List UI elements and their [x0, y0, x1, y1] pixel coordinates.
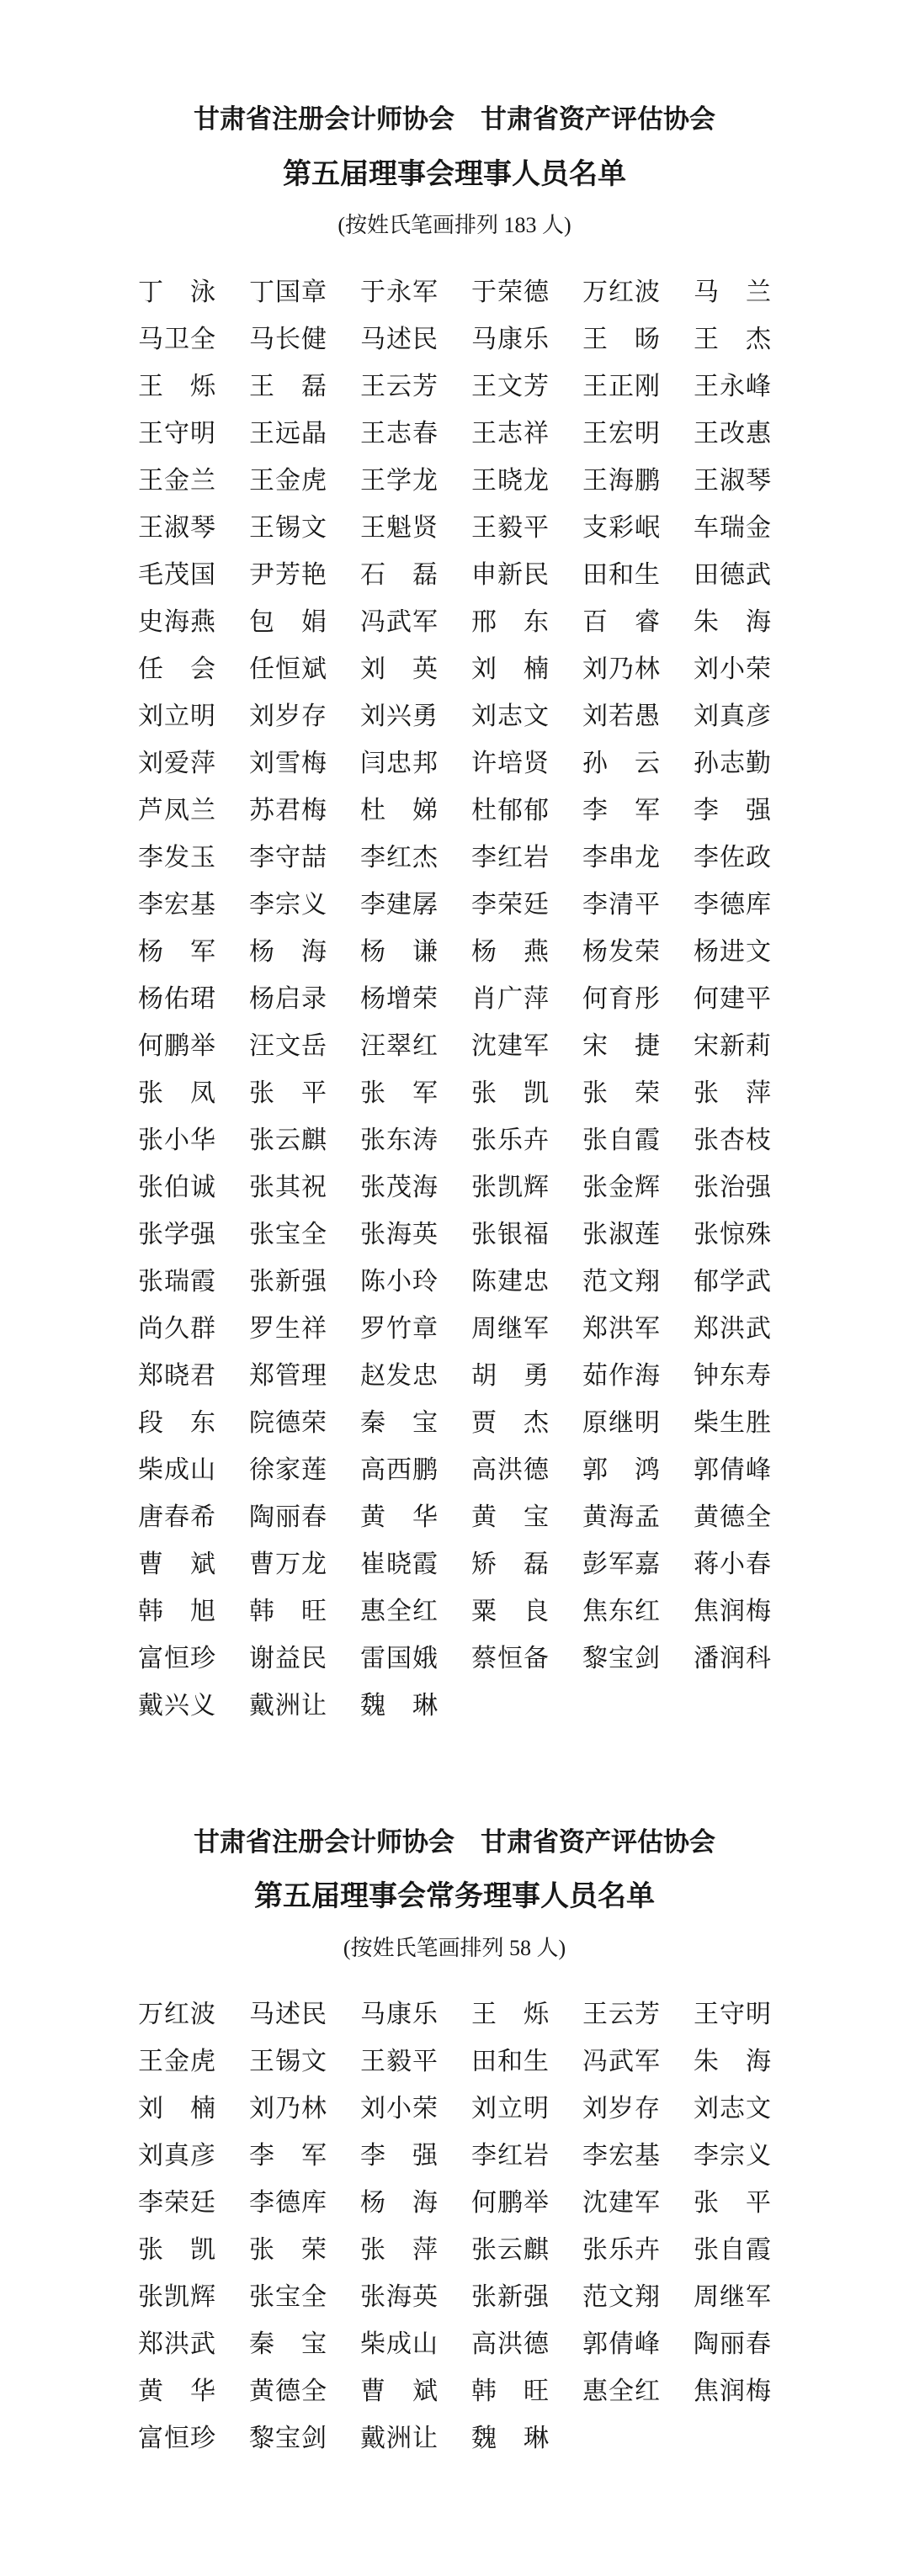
member-name: 黎宝剑	[249, 2425, 327, 2453]
member-name: 张小华	[138, 1126, 215, 1154]
member-name: 陶丽春	[249, 1503, 327, 1531]
member-name: 柴成山	[138, 1455, 215, 1484]
name-row	[138, 1023, 771, 1070]
member-name: 戴兴义	[138, 1691, 215, 1720]
member-name: 肖广萍	[471, 984, 549, 1013]
member-name: 田和生	[471, 2048, 549, 2076]
name-row	[138, 1447, 771, 1494]
member-name: 张杏枝	[694, 1126, 771, 1154]
member-name: 黄海孟	[582, 1503, 660, 1531]
member-name: 李荣廷	[138, 2189, 215, 2218]
member-name: 原继明	[582, 1408, 660, 1437]
member-name: 李德库	[249, 2189, 327, 2218]
member-name: 任恒斌	[249, 655, 327, 683]
member-name: 杨燕	[471, 937, 549, 966]
member-name: 李宗义	[694, 2142, 771, 2171]
member-name: 罗竹章	[360, 1314, 438, 1343]
name-row	[138, 2368, 771, 2415]
member-name: 刘乃林	[249, 2095, 327, 2123]
member-name: 王旸	[582, 325, 660, 353]
member-name: 周继军	[471, 1314, 549, 1343]
member-name: 刘小荣	[694, 655, 771, 683]
member-name: 王守明	[138, 419, 215, 448]
member-name: 王宏明	[582, 419, 660, 448]
member-name: 张宝全	[249, 2283, 327, 2312]
member-name: 马卫全	[138, 325, 215, 353]
name-row	[138, 1164, 771, 1211]
member-name: 富恒珍	[138, 1644, 215, 1672]
name-row	[138, 1991, 771, 2038]
member-name: 李守喆	[249, 843, 327, 872]
member-name: 张萍	[694, 1079, 771, 1107]
member-name: 王文芳	[471, 372, 549, 400]
member-name: 雷国娥	[360, 1644, 438, 1672]
member-name: 王烁	[138, 372, 215, 400]
member-name: 张茂海	[360, 1173, 438, 1201]
member-name: 谢益民	[249, 1644, 327, 1672]
member-name: 张乐卉	[471, 1126, 549, 1154]
member-name: 曹万龙	[249, 1550, 327, 1578]
member-name: 苏君梅	[249, 796, 327, 824]
name-row	[138, 1211, 771, 1259]
member-name: 韩旭	[138, 1597, 215, 1625]
member-name: 王金兰	[138, 466, 215, 495]
member-name: 张荣	[582, 1079, 660, 1107]
member-name: 孙志勤	[694, 749, 771, 777]
member-name: 朱海	[694, 2048, 771, 2076]
name-row	[138, 269, 771, 316]
member-name: 陈小玲	[360, 1267, 438, 1296]
member-name: 王学龙	[360, 466, 438, 495]
member-name: 沈建军	[471, 1031, 549, 1060]
name-row	[138, 2321, 771, 2368]
name-row	[138, 1306, 771, 1353]
member-name: 张凯辉	[471, 1173, 549, 1201]
member-name: 李建孱	[360, 890, 438, 919]
member-name: 王志祥	[471, 419, 549, 448]
member-name: 秦宝	[360, 1408, 438, 1437]
member-name: 矫磊	[471, 1550, 549, 1578]
member-name: 王金虎	[138, 2048, 215, 2076]
member-name: 郑洪军	[582, 1314, 660, 1343]
member-name: 刘楠	[138, 2095, 215, 2123]
member-name: 杨谦	[360, 937, 438, 966]
member-name: 王淑琴	[694, 466, 771, 495]
member-name: 万红波	[138, 2001, 215, 2029]
member-name: 李红岩	[471, 843, 549, 872]
section-directors-list	[138, 106, 771, 1730]
member-name: 闫忠邦	[360, 749, 438, 777]
member-name: 张凯	[471, 1079, 549, 1107]
member-name: 李宏基	[138, 890, 215, 919]
member-name: 王志春	[360, 419, 438, 448]
member-name: 田德武	[694, 560, 771, 589]
name-row	[138, 2274, 771, 2321]
member-name: 刘真彦	[138, 2142, 215, 2171]
member-name: 郑洪武	[138, 2330, 215, 2359]
member-name: 杨海	[360, 2189, 438, 2218]
member-name: 黄德全	[694, 1503, 771, 1531]
name-row	[138, 1683, 771, 1730]
member-name: 李宗义	[249, 890, 327, 919]
member-name: 曹斌	[138, 1550, 215, 1578]
member-name: 张凯辉	[138, 2283, 215, 2312]
member-name: 石磊	[360, 560, 438, 589]
member-name: 李军	[582, 796, 660, 824]
member-name: 蔡恒备	[471, 1644, 549, 1672]
member-name: 钟东寿	[694, 1361, 771, 1390]
member-name: 魏琳	[471, 2425, 549, 2453]
member-name: 焦润梅	[694, 1597, 771, 1625]
member-name: 沈建军	[582, 2189, 660, 2218]
member-name: 王杰	[694, 325, 771, 353]
name-row	[138, 2180, 771, 2227]
member-name: 王毅平	[471, 513, 549, 542]
name-row	[138, 2086, 771, 2133]
member-name: 刘小荣	[360, 2095, 438, 2123]
member-name: 尚久群	[138, 1314, 215, 1343]
member-name: 丁国章	[249, 278, 327, 306]
member-name: 彭军嘉	[582, 1550, 660, 1578]
member-name: 芦凤兰	[138, 796, 215, 824]
member-name: 郑洪武	[694, 1314, 771, 1343]
member-name: 焦润梅	[694, 2377, 771, 2406]
member-name: 马兰	[694, 278, 771, 306]
member-name: 蒋小春	[694, 1550, 771, 1578]
member-name: 张淑莲	[582, 1220, 660, 1248]
member-name: 张海英	[360, 2283, 438, 2312]
member-name: 李佐政	[694, 843, 771, 872]
member-name: 车瑞金	[694, 513, 771, 542]
member-name: 朱海	[694, 607, 771, 636]
member-name: 张乐卉	[582, 2236, 660, 2265]
member-name: 邢东	[471, 607, 549, 636]
name-row	[138, 316, 771, 363]
name-row	[138, 2133, 771, 2180]
member-name: 李串龙	[582, 843, 660, 872]
member-name: 杨启录	[249, 984, 327, 1013]
member-name: 王远晶	[249, 419, 327, 448]
executive-directors-list-title: 第五届理事会常务理事人员名单	[254, 1881, 655, 1913]
member-name: 郭倩峰	[582, 2330, 660, 2359]
member-name: 何育彤	[582, 984, 660, 1013]
member-name: 张自霞	[582, 1126, 660, 1154]
member-name: 汪文岳	[249, 1031, 327, 1060]
member-name: 高西鹏	[360, 1455, 438, 1484]
member-name: 黄宝	[471, 1503, 549, 1531]
member-name: 马康乐	[360, 2001, 438, 2029]
executive-directors-name-grid	[138, 1991, 771, 2462]
member-name: 刘兴勇	[360, 702, 438, 730]
member-name: 刘英	[360, 655, 438, 683]
directors-name-grid	[138, 269, 771, 1730]
name-row	[138, 646, 771, 693]
member-name: 王锡文	[249, 2048, 327, 2076]
member-name: 秦宝	[249, 2330, 327, 2359]
member-name: 罗生祥	[249, 1314, 327, 1343]
name-row	[138, 458, 771, 505]
name-row	[138, 1494, 771, 1541]
member-name: 杨军	[138, 937, 215, 966]
name-row	[138, 1259, 771, 1306]
member-name: 于永军	[360, 278, 438, 306]
member-name: 刘立明	[138, 702, 215, 730]
document-page	[138, 0, 771, 2462]
name-row	[138, 835, 771, 882]
member-name: 郑晓君	[138, 1361, 215, 1390]
member-name: 杨海	[249, 937, 327, 966]
member-name: 李强	[360, 2142, 438, 2171]
member-name: 宋捷	[582, 1031, 660, 1060]
member-name: 张新强	[249, 1267, 327, 1296]
member-name: 张学强	[138, 1220, 215, 1248]
member-name: 王守明	[694, 2001, 771, 2029]
member-name: 张其祝	[249, 1173, 327, 1201]
member-name: 刘志文	[471, 702, 549, 730]
member-name: 韩旺	[471, 2377, 549, 2406]
member-name: 张荣	[249, 2236, 327, 2265]
member-name: 赵发忠	[360, 1361, 438, 1390]
member-name: 何鹏举	[138, 1031, 215, 1060]
member-name: 张宝全	[249, 1220, 327, 1248]
member-name: 宋新莉	[694, 1031, 771, 1060]
member-name: 柴成山	[360, 2330, 438, 2359]
org-title: 甘肃省注册会计师协会 甘肃省资产评估协会	[194, 1826, 715, 1857]
name-row	[138, 740, 771, 787]
member-name: 孙云	[582, 749, 660, 777]
member-name: 刘乃林	[582, 655, 660, 683]
member-name: 范文翔	[582, 2283, 660, 2312]
member-name: 郑管理	[249, 1361, 327, 1390]
member-name: 张自霞	[694, 2236, 771, 2265]
member-name: 何鹏举	[471, 2189, 549, 2218]
name-row	[138, 1353, 771, 1400]
member-name: 张金辉	[582, 1173, 660, 1201]
member-name: 何建平	[694, 984, 771, 1013]
member-name: 马康乐	[471, 325, 549, 353]
member-name: 马述民	[360, 325, 438, 353]
member-name: 张东涛	[360, 1126, 438, 1154]
name-row	[138, 1635, 771, 1683]
member-name: 于荣德	[471, 278, 549, 306]
member-name: 丁泳	[138, 278, 215, 306]
member-name: 刘岁存	[582, 2095, 660, 2123]
member-name: 崔晓霞	[360, 1550, 438, 1578]
member-name: 李德库	[694, 890, 771, 919]
member-name: 李清平	[582, 890, 660, 919]
member-name: 李红杰	[360, 843, 438, 872]
member-name: 汪翠红	[360, 1031, 438, 1060]
member-name: 惠全红	[582, 2377, 660, 2406]
member-name: 张军	[360, 1079, 438, 1107]
member-name: 粟良	[471, 1597, 549, 1625]
member-name: 刘爱萍	[138, 749, 215, 777]
member-name: 徐家莲	[249, 1455, 327, 1484]
member-name: 焦东红	[582, 1597, 660, 1625]
member-name: 张凯	[138, 2236, 215, 2265]
member-name: 张萍	[360, 2236, 438, 2265]
section-executive-directors-list	[138, 1826, 771, 2463]
member-name: 王金虎	[249, 466, 327, 495]
name-row	[138, 1541, 771, 1588]
member-name: 王毅平	[360, 2048, 438, 2076]
member-name: 张平	[694, 2189, 771, 2218]
member-name: 尹芳艳	[249, 560, 327, 589]
member-name: 王烁	[471, 2001, 549, 2029]
member-name: 王改惠	[694, 419, 771, 448]
member-name: 许培贤	[471, 749, 549, 777]
member-name: 王正刚	[582, 372, 660, 400]
member-name: 张云麒	[249, 1126, 327, 1154]
member-name: 杜郁郁	[471, 796, 549, 824]
member-name: 刘立明	[471, 2095, 549, 2123]
member-name: 支彩岷	[582, 513, 660, 542]
member-name: 王晓龙	[471, 466, 549, 495]
directors-list-title: 第五届理事会理事人员名单	[283, 158, 626, 190]
member-name: 李发玉	[138, 843, 215, 872]
member-name: 毛茂国	[138, 560, 215, 589]
member-name: 惠全红	[360, 1597, 438, 1625]
member-name: 潘润科	[694, 1644, 771, 1672]
name-row	[138, 552, 771, 599]
member-name: 郭鸿	[582, 1455, 660, 1484]
member-name: 郭倩峰	[694, 1455, 771, 1484]
name-row	[138, 787, 771, 835]
member-name: 黄华	[138, 2377, 215, 2406]
member-name: 杨进文	[694, 937, 771, 966]
member-name: 冯武军	[582, 2048, 660, 2076]
executive-sort-note: (按姓氏笔画排列 58 人)	[343, 1935, 566, 1960]
name-row	[138, 505, 771, 552]
org-title: 甘肃省注册会计师协会 甘肃省资产评估协会	[194, 104, 715, 134]
member-name: 史海燕	[138, 607, 215, 636]
name-row	[138, 976, 771, 1023]
member-name: 杨佑珺	[138, 984, 215, 1013]
name-row	[138, 929, 771, 976]
member-name: 院德荣	[249, 1408, 327, 1437]
member-name: 段东	[138, 1408, 215, 1437]
directors-sort-note: (按姓氏笔画排列 183 人)	[338, 213, 571, 238]
member-name: 王云芳	[582, 2001, 660, 2029]
member-name: 王魁贤	[360, 513, 438, 542]
member-name: 胡勇	[471, 1361, 549, 1390]
member-name: 曹斌	[360, 2377, 438, 2406]
member-name: 刘楠	[471, 655, 549, 683]
member-name: 王淑琴	[138, 513, 215, 542]
member-name: 戴洲让	[360, 2425, 438, 2453]
name-row	[138, 363, 771, 411]
member-name: 李强	[694, 796, 771, 824]
member-name: 王海鹏	[582, 466, 660, 495]
name-row	[138, 1070, 771, 1117]
name-row	[138, 1117, 771, 1164]
member-name: 刘志文	[694, 2095, 771, 2123]
name-row	[138, 2415, 771, 2462]
member-name: 唐春希	[138, 1503, 215, 1531]
member-name: 田和生	[582, 560, 660, 589]
name-row	[138, 599, 771, 646]
name-row	[138, 882, 771, 929]
member-name: 万红波	[582, 278, 660, 306]
member-name: 刘真彦	[694, 702, 771, 730]
member-name: 刘雪梅	[249, 749, 327, 777]
member-name: 魏琳	[360, 1691, 438, 1720]
member-name: 王磊	[249, 372, 327, 400]
member-name: 李宏基	[582, 2142, 660, 2171]
member-name: 茹作海	[582, 1361, 660, 1390]
member-name: 李荣廷	[471, 890, 549, 919]
member-name: 郁学武	[694, 1267, 771, 1296]
name-row	[138, 1588, 771, 1635]
member-name: 王云芳	[360, 372, 438, 400]
member-name: 刘若愚	[582, 702, 660, 730]
member-name: 马述民	[249, 2001, 327, 2029]
name-row	[138, 2227, 771, 2274]
member-name: 韩旺	[249, 1597, 327, 1625]
member-name: 马长健	[249, 325, 327, 353]
member-name: 李军	[249, 2142, 327, 2171]
member-name: 张伯诚	[138, 1173, 215, 1201]
member-name: 陶丽春	[694, 2330, 771, 2359]
member-name: 王永峰	[694, 372, 771, 400]
member-name: 王锡文	[249, 513, 327, 542]
member-name: 张惊殊	[694, 1220, 771, 1248]
member-name: 李红岩	[471, 2142, 549, 2171]
member-name: 张治强	[694, 1173, 771, 1201]
member-name: 黄德全	[249, 2377, 327, 2406]
member-name: 张海英	[360, 1220, 438, 1248]
member-name: 杨增荣	[360, 984, 438, 1013]
member-name: 周继军	[694, 2283, 771, 2312]
name-row	[138, 411, 771, 458]
member-name: 陈建忠	[471, 1267, 549, 1296]
member-name: 戴洲让	[249, 1691, 327, 1720]
member-name: 张平	[249, 1079, 327, 1107]
member-name: 高洪德	[471, 2330, 549, 2359]
name-row	[138, 1400, 771, 1447]
member-name: 张新强	[471, 2283, 549, 2312]
member-name: 百睿	[582, 607, 660, 636]
name-row	[138, 693, 771, 740]
member-name: 黎宝剑	[582, 1644, 660, 1672]
member-name: 杨发荣	[582, 937, 660, 966]
member-name: 包娟	[249, 607, 327, 636]
member-name: 张银福	[471, 1220, 549, 1248]
name-row	[138, 2038, 771, 2086]
member-name: 高洪德	[471, 1455, 549, 1484]
member-name: 柴生胜	[694, 1408, 771, 1437]
member-name: 张云麒	[471, 2236, 549, 2265]
member-name: 黄华	[360, 1503, 438, 1531]
member-name: 张凤	[138, 1079, 215, 1107]
member-name: 富恒珍	[138, 2425, 215, 2453]
member-name: 张瑞霞	[138, 1267, 215, 1296]
member-name: 贾杰	[471, 1408, 549, 1437]
member-name: 范文翔	[582, 1267, 660, 1296]
member-name: 冯武军	[360, 607, 438, 636]
member-name: 任会	[138, 655, 215, 683]
member-name: 刘岁存	[249, 702, 327, 730]
member-name: 杜娣	[360, 796, 438, 824]
member-name: 申新民	[471, 560, 549, 589]
